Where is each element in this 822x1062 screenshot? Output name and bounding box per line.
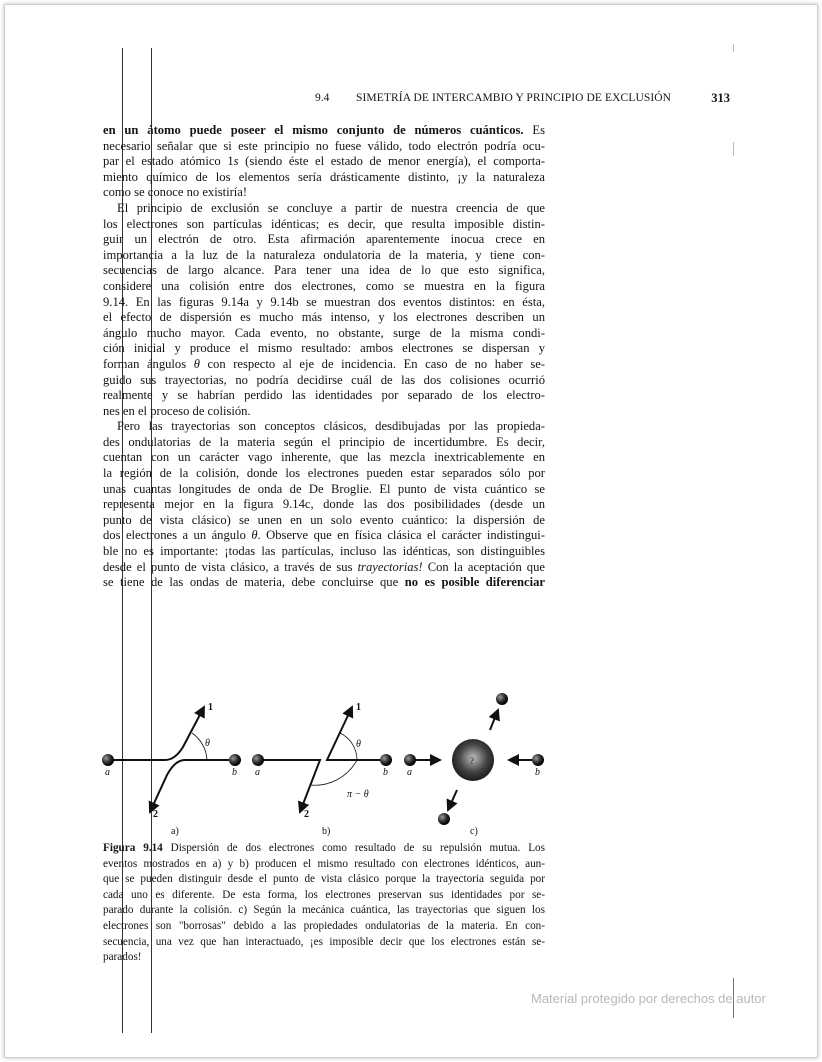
text-segment: representa mejor en la figura 9.14c, donde las dos posibilidades (desde un bbox=[103, 497, 545, 512]
text-segment: Pero las trayectorias son conceptos clásicos, desdibujadas por las propieda- bbox=[117, 419, 545, 434]
copyright-watermark: Material protegido por derechos de autor bbox=[531, 991, 766, 1006]
text-line bbox=[103, 544, 545, 560]
text-line bbox=[103, 232, 545, 248]
text-line bbox=[103, 560, 545, 576]
text-line bbox=[103, 872, 545, 888]
text-line bbox=[103, 295, 545, 311]
italic-text: s bbox=[233, 154, 239, 169]
text-line bbox=[103, 482, 545, 498]
text-line bbox=[103, 404, 545, 420]
text-segment: parado durante la colisión. c) Según la mecánica cuántica, las trayectorias que siguen los bbox=[103, 904, 545, 917]
electron-out-1 bbox=[496, 693, 508, 705]
body-text bbox=[103, 123, 545, 591]
text-segment: forman ángulos bbox=[103, 356, 194, 371]
pi-minus-theta-arc bbox=[310, 760, 357, 785]
text-segment: el efecto de dispersión es mucho más intenso, y los electrones describen un bbox=[103, 310, 545, 325]
text-line bbox=[103, 310, 545, 326]
text-segment: importancia a la luz de la naturaleza ondulatoria de la materia, y tiene con- bbox=[103, 247, 545, 262]
text-line bbox=[103, 373, 545, 389]
italic-text: θ bbox=[251, 528, 258, 543]
text-segment: par el estado atómico 1 bbox=[103, 154, 234, 169]
text-line bbox=[103, 217, 545, 233]
text-segment: El principio de exclusión se concluye a partir de nuestra creencia de que bbox=[117, 200, 545, 215]
text-line bbox=[103, 497, 545, 513]
text-line bbox=[103, 450, 545, 466]
text-segment: realmente y se habrían perdido las identidades por separado de los electro- bbox=[103, 388, 545, 403]
text-segment: dos electrones a un ángulo bbox=[103, 528, 252, 543]
bold-text: Figura 9.14 bbox=[103, 842, 163, 854]
italic-text: θ bbox=[193, 356, 200, 371]
label-unknown: ? bbox=[470, 756, 474, 766]
text-segment: miento químico de los elementos sería drásticamente distinto, ¡y la naturaleza bbox=[103, 169, 545, 184]
text-segment: necesario señalar que si este principio no fuese válido, todo electrón podría ocu- bbox=[103, 138, 545, 153]
text-segment: los electrones son partículas idénticas; es decir, que resulta imposible distin- bbox=[103, 216, 545, 231]
text-segment: ción inicial y produce el mismo resultado: ambos electrones se dispersan y bbox=[103, 341, 545, 356]
text-line bbox=[103, 341, 545, 357]
trajectory-1 bbox=[108, 707, 204, 760]
text-segment: cuentan con un carácter vago inherente, que las mezcla inextricablemente en bbox=[103, 450, 545, 465]
text-segment: cada uno es diferente. De esta forma, los electrones preservan sus identidades por se- bbox=[103, 888, 545, 901]
section-number: 9.4 bbox=[315, 92, 330, 104]
text-line bbox=[103, 248, 545, 264]
text-line bbox=[103, 528, 545, 544]
figure-caption bbox=[103, 841, 545, 966]
text-segment: des ondulatorias de la materia según el principio de incertidumbre. Es decir, bbox=[103, 434, 545, 449]
label-sub-c: c) bbox=[470, 826, 478, 837]
text-segment: considere una colisión entre dos electrones, como se muestra en la figura bbox=[103, 278, 545, 293]
text-segment: secuencias de largo alcance. Para tener una idea de lo que esto significa, bbox=[103, 263, 545, 278]
label-pi-minus-theta: π − θ bbox=[347, 789, 369, 800]
italic-text: trayectorias! bbox=[357, 559, 423, 574]
label-b: b bbox=[232, 767, 237, 778]
text-segment: con respecto al eje de incidencia. En caso de no haber se- bbox=[199, 356, 546, 371]
text-segment: 9.14. En las figuras 9.14a y 9.14b se muestran dos eventos distintos: en ésta, bbox=[103, 294, 545, 309]
text-segment: (siendo éste el estado de menor energía), el comporta- bbox=[238, 154, 545, 169]
label-a: a bbox=[407, 767, 412, 778]
text-line bbox=[103, 279, 545, 295]
text-line bbox=[103, 435, 545, 451]
text-line bbox=[103, 513, 545, 529]
text-segment: se tiene de las ondas de materia, debe concluirse que bbox=[103, 575, 405, 590]
text-segment: como se conoce no existiría! bbox=[103, 185, 248, 200]
text-segment: Con la aceptación que bbox=[422, 559, 545, 574]
text-line bbox=[103, 935, 545, 951]
text-line bbox=[103, 139, 545, 155]
text-line bbox=[103, 903, 545, 919]
text-line bbox=[103, 326, 545, 342]
text-segment: eventos mostrados en a) y b) producen el mismo resultado con electrones idénticos, aun- bbox=[103, 857, 545, 870]
label-1: 1 bbox=[356, 702, 361, 713]
trajectory-2 bbox=[150, 760, 235, 812]
text-segment: la región de la colisión, donde los electrones pueden estar separados sólo por bbox=[103, 466, 545, 481]
electron-b bbox=[532, 754, 544, 766]
text-segment: que se pueden distinguir desde el punto de vista clásico porque la trayectoria seguida por bbox=[103, 873, 545, 886]
page-number: 313 bbox=[711, 91, 730, 105]
electron-b bbox=[380, 754, 392, 766]
text-segment: Dispersión de dos electrones como resultado de su repulsión mutua. Los bbox=[162, 842, 545, 854]
label-a: a bbox=[105, 767, 110, 778]
text-segment: Es bbox=[523, 123, 545, 137]
label-a: a bbox=[255, 767, 260, 778]
text-line bbox=[103, 857, 545, 873]
bold-text: en un átomo puede poseer el mismo conjunto de números cuánticos. bbox=[103, 123, 524, 137]
bold-text: no es posible diferenciar bbox=[404, 575, 545, 590]
text-line bbox=[103, 950, 545, 966]
electron-out-2 bbox=[438, 813, 450, 825]
label-2: 2 bbox=[153, 809, 158, 820]
label-b: b bbox=[383, 767, 388, 778]
text-line bbox=[103, 201, 545, 217]
text-line bbox=[103, 263, 545, 279]
trajectory-2 bbox=[258, 760, 320, 812]
text-segment: nes en el proceso de colisión. bbox=[103, 403, 251, 418]
label-theta: θ bbox=[205, 738, 210, 749]
text-line bbox=[103, 841, 545, 857]
text-line bbox=[103, 466, 545, 482]
text-line bbox=[103, 388, 545, 404]
electron-a bbox=[252, 754, 264, 766]
scan-mark bbox=[733, 142, 734, 156]
text-segment: ble no es importante: ¡todas las partículas, incluso las idénticas, son distinguibles bbox=[103, 544, 545, 559]
label-theta: θ bbox=[356, 739, 361, 750]
text-line bbox=[103, 123, 545, 139]
label-sub-b: b) bbox=[322, 826, 331, 837]
text-segment: guir un electrón de otro. Esta afirmación aparentemente inocua crece en bbox=[103, 232, 545, 247]
electron-b bbox=[229, 754, 241, 766]
scan-mark bbox=[733, 44, 734, 52]
electron-a bbox=[404, 754, 416, 766]
text-segment: electrones son "borrosas" debido a las propiedades ondulatorias de la materia. En con- bbox=[103, 919, 545, 932]
section-title: SIMETRÍA DE INTERCAMBIO Y PRINCIPIO DE EXCLUSIÓN bbox=[356, 92, 672, 104]
text-segment: ángulo mucho mayor. Cada evento, no obstante, surge de la misma condi- bbox=[103, 325, 545, 340]
text-line bbox=[103, 575, 545, 591]
text-line bbox=[103, 154, 545, 170]
electron-a bbox=[102, 754, 114, 766]
trajectory-1 bbox=[327, 707, 386, 760]
text-line bbox=[103, 357, 545, 373]
text-segment: desde el punto de vista clásico, a través de sus bbox=[103, 559, 358, 574]
text-segment: unas cuantas longitudes de onda de De Broglie. El punto de vista cuántico se bbox=[103, 481, 545, 496]
text-segment: secuencia, una vez que han interactuado, ¡es imposible decir que los electrones están se- bbox=[103, 935, 545, 948]
text-segment: parados! bbox=[103, 951, 142, 964]
text-line bbox=[103, 170, 545, 186]
figure-9-14 bbox=[95, 685, 555, 840]
label-sub-a: a) bbox=[171, 826, 179, 837]
panel-a bbox=[108, 707, 235, 812]
text-segment: guido sus trayectorias, no podría decidirse cuál de las dos colisiones ocurrió bbox=[103, 372, 545, 387]
label-1: 1 bbox=[208, 702, 213, 713]
text-segment: punto de vista clásico) se unen en un solo evento cuántico: la dispersión de bbox=[103, 512, 545, 527]
text-segment: . Observe que en física clásica el carácter indistingui- bbox=[257, 528, 545, 543]
theta-arc bbox=[340, 733, 357, 760]
text-line bbox=[103, 888, 545, 904]
scattering-diagram bbox=[95, 685, 555, 840]
running-header bbox=[103, 90, 730, 108]
text-line bbox=[103, 419, 545, 435]
label-2: 2 bbox=[304, 809, 309, 820]
text-line bbox=[103, 919, 545, 935]
label-b: b bbox=[535, 767, 540, 778]
text-line bbox=[103, 185, 545, 201]
